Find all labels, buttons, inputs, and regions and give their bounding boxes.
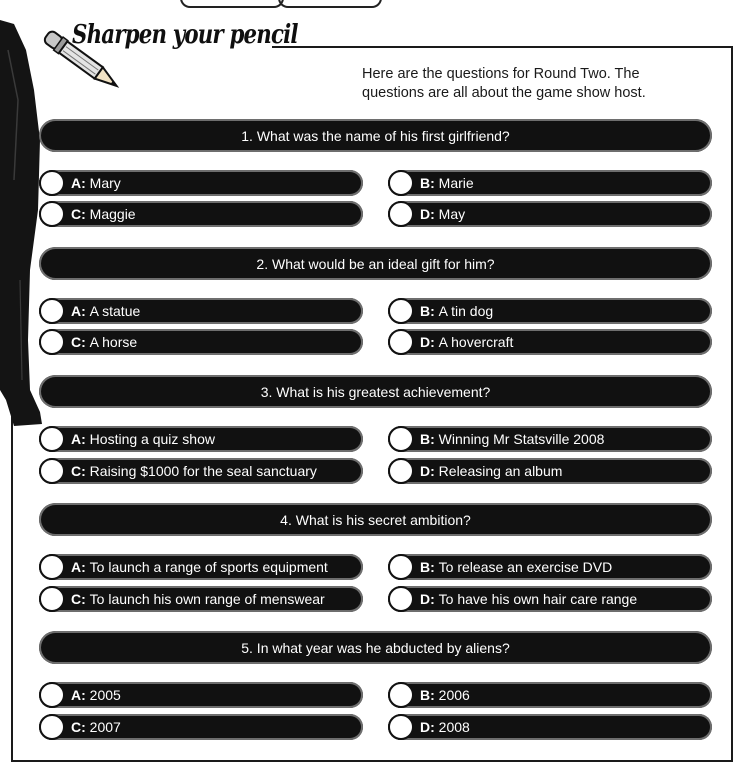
answer-1-c-radio[interactable] [39, 201, 65, 227]
answer-2-a-radio[interactable] [39, 298, 65, 324]
answer-3-b-radio[interactable] [388, 426, 414, 452]
intro-text: Here are the questions for Round Two. The questions are all about the game show host. [362, 66, 646, 101]
answer-5-c-radio[interactable] [39, 714, 65, 740]
answer-2-c-radio[interactable] [39, 329, 65, 355]
question-5: 5. In what year was he abducted by aliens? [39, 631, 712, 664]
answer-5-d-radio[interactable] [388, 714, 414, 740]
answer-1-b[interactable]: B: Marie [388, 170, 712, 196]
question-2: 2. What would be an ideal gift for him? [39, 247, 712, 280]
worksheet-title: Sharpen your pencil [72, 20, 298, 50]
question-4: 4. What is his secret ambition? [39, 503, 712, 536]
answer-1-b-radio[interactable] [388, 170, 414, 196]
answer-4-d[interactable]: D: To have his own hair care range [388, 586, 712, 612]
answer-5-c[interactable]: C: 2007 [39, 714, 363, 740]
answer-3-d[interactable]: D: Releasing an album [388, 458, 712, 484]
answer-1-a[interactable]: A: Mary [39, 170, 363, 196]
answer-1-d[interactable]: D: May [388, 201, 712, 227]
answer-3-c-radio[interactable] [39, 458, 65, 484]
answer-1-d-radio[interactable] [388, 201, 414, 227]
answer-1-a-radio[interactable] [39, 170, 65, 196]
answer-5-b[interactable]: B: 2006 [388, 682, 712, 708]
answer-2-a[interactable]: A: A statue [39, 298, 363, 324]
answer-5-b-radio[interactable] [388, 682, 414, 708]
answer-5-d[interactable]: D: 2008 [388, 714, 712, 740]
answer-3-a-radio[interactable] [39, 426, 65, 452]
answer-5-a[interactable]: A: 2005 [39, 682, 363, 708]
answer-1-c[interactable]: C: Maggie [39, 201, 363, 227]
decorative-shape-left [180, 0, 284, 8]
answer-2-d-radio[interactable] [388, 329, 414, 355]
answer-3-a[interactable]: A: Hosting a quiz show [39, 426, 363, 452]
answer-5-a-radio[interactable] [39, 682, 65, 708]
question-1: 1. What was the name of his first girlfriend? [39, 119, 712, 152]
answer-4-b[interactable]: B: To release an exercise DVD [388, 554, 712, 580]
answer-4-c-radio[interactable] [39, 586, 65, 612]
answer-2-b-radio[interactable] [388, 298, 414, 324]
answer-4-c[interactable]: C: To launch his own range of menswear [39, 586, 363, 612]
answer-2-d[interactable]: D: A hovercraft [388, 329, 712, 355]
answer-4-d-radio[interactable] [388, 586, 414, 612]
answer-3-c[interactable]: C: Raising $1000 for the seal sanctuary [39, 458, 363, 484]
answer-4-a-radio[interactable] [39, 554, 65, 580]
answer-3-b[interactable]: B: Winning Mr Statsville 2008 [388, 426, 712, 452]
answer-4-a[interactable]: A: To launch a range of sports equipment [39, 554, 363, 580]
decorative-shape-right [278, 0, 382, 8]
answer-4-b-radio[interactable] [388, 554, 414, 580]
answer-3-d-radio[interactable] [388, 458, 414, 484]
answer-2-b[interactable]: B: A tin dog [388, 298, 712, 324]
answer-2-c[interactable]: C: A horse [39, 329, 363, 355]
question-3: 3. What is his greatest achievement? [39, 375, 712, 408]
